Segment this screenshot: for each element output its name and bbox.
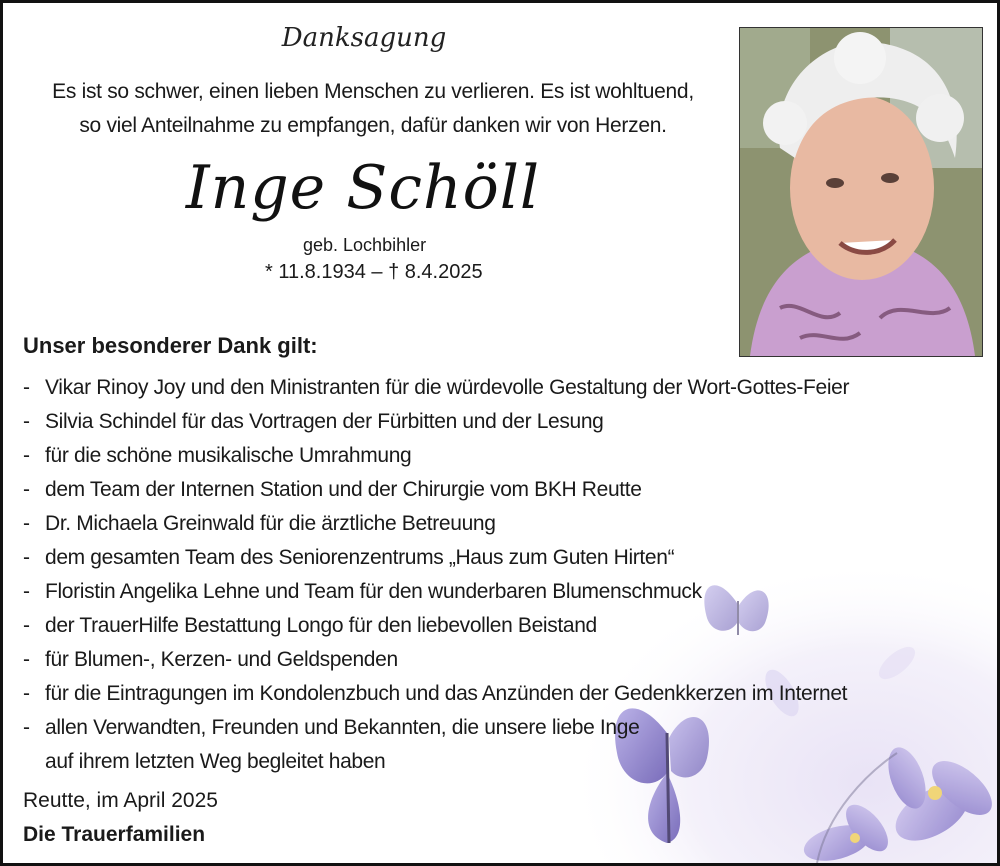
dash-bullet: - bbox=[23, 614, 30, 637]
dash-bullet: - bbox=[23, 376, 30, 399]
portrait-illustration bbox=[740, 28, 982, 356]
dash-bullet: - bbox=[23, 478, 30, 501]
life-dates: * 11.8.1934 – † 8.4.2025 bbox=[265, 261, 483, 283]
list-item bbox=[23, 371, 983, 405]
list-item bbox=[23, 473, 983, 507]
list-item-text: für die Eintragungen im Kondolenzbuch und das Anzünden der Gedenkkerzen im Internet bbox=[45, 682, 848, 705]
list-item bbox=[23, 643, 983, 677]
list-item bbox=[23, 575, 983, 609]
list-item bbox=[23, 711, 983, 779]
dash-bullet: - bbox=[23, 546, 30, 569]
list-item-text: Silvia Schindel für das Vortragen der Fürbitten und der Lesung bbox=[45, 410, 604, 433]
intro-text bbox=[23, 75, 723, 143]
list-item-text: Floristin Angelika Lehne und Team für den wunderbaren Blumenschmuck bbox=[45, 580, 702, 603]
list-item bbox=[23, 507, 983, 541]
dash-bullet: - bbox=[23, 682, 30, 705]
thanks-heading: Unser besonderer Dank gilt: bbox=[23, 333, 318, 358]
dash-bullet: - bbox=[23, 512, 30, 535]
dash-bullet: - bbox=[23, 410, 30, 433]
list-item-text: dem Team der Internen Station und der Chirurgie vom BKH Reutte bbox=[45, 478, 642, 501]
list-item-text: Dr. Michaela Greinwald für die ärztliche Betreuung bbox=[45, 512, 496, 535]
list-item-text: der TrauerHilfe Bestattung Longo für den liebevollen Beistand bbox=[45, 614, 597, 637]
list-item-text: für die schöne musikalische Umrahmung bbox=[45, 444, 412, 467]
list-item-text: für Blumen-, Kerzen- und Geldspenden bbox=[45, 648, 398, 671]
notice-title: Danksagung bbox=[281, 23, 447, 53]
list-item-text: Vikar Rinoy Joy und den Ministranten für die würdevolle Gestaltung der Wort-Gottes-Feier bbox=[45, 376, 850, 399]
list-item-text: dem gesamten Team des Seniorenzentrums „Haus zum Guten Hirten“ bbox=[45, 546, 675, 569]
place-date: Reutte, im April 2025 bbox=[23, 789, 218, 812]
dash-bullet: - bbox=[23, 648, 30, 671]
birth-name: geb. Lochbihler bbox=[303, 235, 427, 255]
thanks-list bbox=[23, 371, 983, 779]
list-item-text: allen Verwandten, Freunden und Bekannten, die unsere liebe Inge bbox=[45, 716, 640, 739]
intro-line-2: so viel Anteilnahme zu empfangen, dafür danken wir von Herzen. bbox=[79, 114, 667, 137]
intro-line-1: Es ist so schwer, einen lieben Menschen zu verlieren. Es ist wohltuend, bbox=[52, 80, 694, 103]
dash-bullet: - bbox=[23, 444, 30, 467]
dash-bullet: - bbox=[23, 580, 30, 603]
dash-bullet: - bbox=[23, 716, 30, 739]
list-item bbox=[23, 405, 983, 439]
list-item bbox=[23, 677, 983, 711]
portrait-photo bbox=[739, 27, 983, 357]
list-item bbox=[23, 541, 983, 575]
list-item bbox=[23, 439, 983, 473]
deceased-name: Inge Schöll bbox=[185, 153, 541, 223]
signature: Die Trauerfamilien bbox=[23, 823, 206, 846]
list-item-continuation: auf ihrem letzten Weg begleitet haben bbox=[45, 750, 386, 773]
list-item bbox=[23, 609, 983, 643]
